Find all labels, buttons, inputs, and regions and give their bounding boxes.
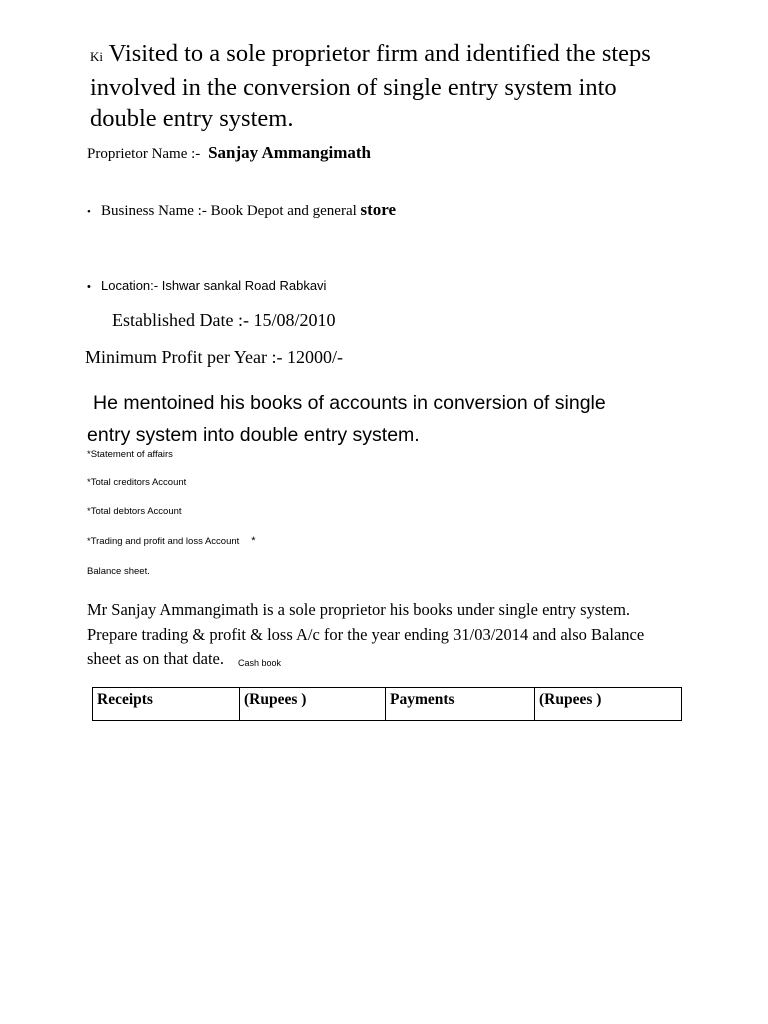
bullet-icon: • [87,206,91,218]
list-item-text: *Trading and profit and loss Account [87,536,240,547]
column-header-rupees: (Rupees ) [535,688,682,721]
problem-line-3-text: sheet as on that date. [87,649,224,668]
list-item: *Total debtors Account [87,506,182,517]
cash-book-note: Cash book [238,658,282,668]
proprietor-name-line [87,143,371,163]
column-header-rupees: (Rupees ) [240,688,386,721]
mention-line-1: He mentoined his books of accounts in conversion of single [93,392,606,414]
column-header-receipts: Receipts [93,688,240,721]
problem-line-2: Prepare trading & profit & loss A/c for the year ending 31/03/2014 and also Balance [87,624,645,644]
minimum-profit: Minimum Profit per Year :- 12000/- [85,347,343,367]
problem-line-3 [87,647,644,674]
heading-line-3: double entry system. [90,105,294,132]
mention-line-2: entry system into double entry system. [87,424,420,446]
business-value: store [360,200,397,219]
column-header-payments: Payments [386,688,535,721]
heading-prefix: Ki [90,49,103,64]
books-mention-paragraph [87,387,606,451]
proprietor-value: Sanjay Ammangimath [208,143,371,162]
business-label: Business Name :- Book Depot and general [101,203,361,219]
bullet-icon: • [87,281,91,293]
list-item-trailing-mark: * [251,535,256,547]
list-item: *Statement of affairs [87,449,173,460]
problem-line-1: Mr Sanjay Ammangimath is a sole proprietor his books under single entry system. [87,600,631,619]
heading-line-2: involved in the conversion of single entry system into [90,74,617,101]
list-item: Balance sheet. [87,566,150,577]
list-item [87,535,256,547]
location-text: Location:- Ishwar sankal Road Rabkavi [101,278,327,293]
heading-line-1 [90,38,730,72]
table-header-row [93,688,682,721]
list-item: *Total creditors Account [87,477,187,488]
location-line [87,278,326,293]
document-heading [90,38,730,134]
cash-book-table [92,687,682,721]
business-name-line [87,200,396,220]
proprietor-label: Proprietor Name :- [87,146,205,162]
heading-line-1-text: Visited to a sole proprietor firm and identified the steps [103,40,651,67]
established-date: Established Date :- 15/08/2010 [112,310,336,330]
problem-statement [87,598,644,674]
